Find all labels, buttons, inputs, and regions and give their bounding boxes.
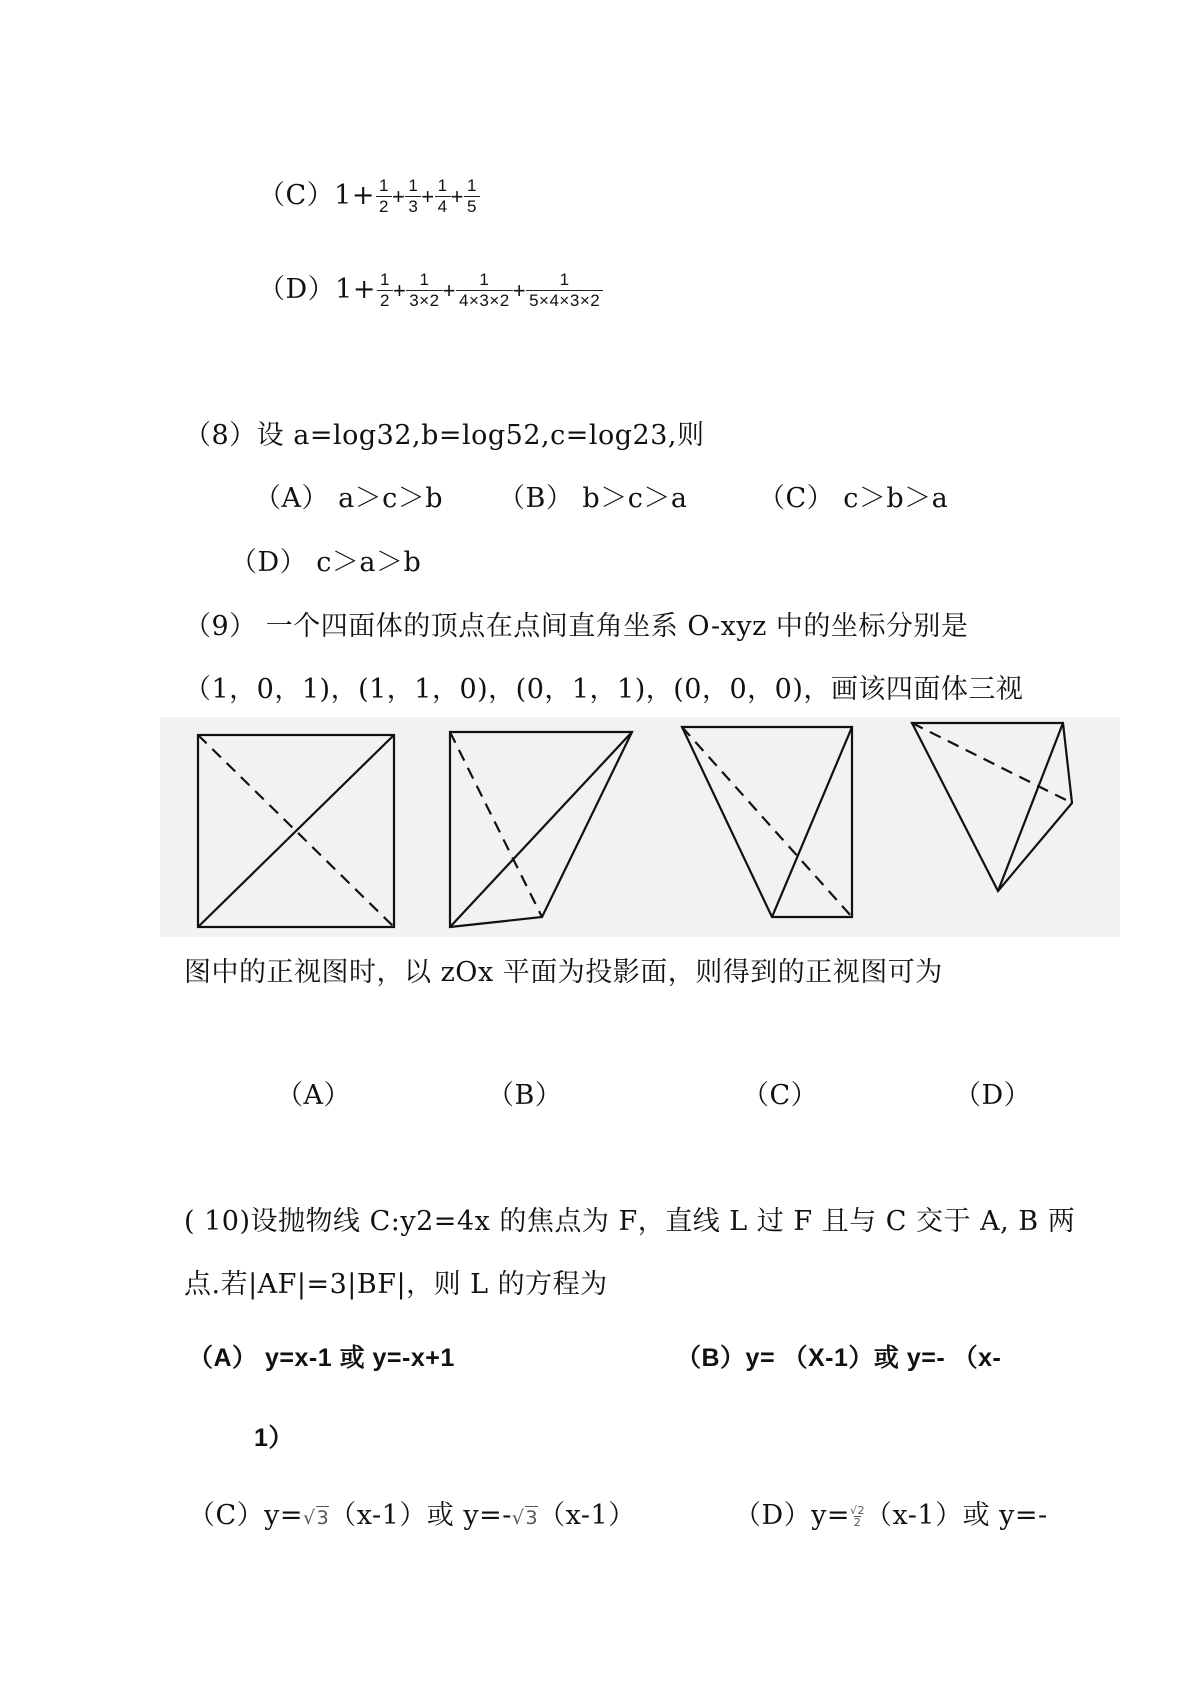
q9-line-2: （1，0，1)，(1，1，0)，(0，1，1)，(0，0，0)，画该四面体三视 <box>184 674 1024 705</box>
q10-line-1: ( 10)设抛物线 C:y2=4x 的焦点为 F，直线 L 过 F 且与 C 交于 A, B 两 <box>184 1206 1076 1237</box>
q9-label-c: （C） <box>742 1080 819 1111</box>
sqrt-2-radicand: 2 <box>857 1504 866 1517</box>
fraction-numerator: 1 <box>408 176 419 195</box>
q7-d-fraction-4 <box>526 270 603 311</box>
q8-option-d: （D） c＞a＞b <box>230 547 422 578</box>
fraction-numerator: 1 <box>466 176 477 195</box>
q9-label-a: （A） <box>276 1080 351 1111</box>
q10-option-a: （A） y=x-1 或 y=-x+1 <box>188 1344 455 1372</box>
q7-c-label: （C） <box>258 180 335 211</box>
fraction-denominator: 5×4×3×2 <box>526 290 603 311</box>
q7-c-plus-sign: + <box>391 183 406 209</box>
q9-label-b: （B） <box>487 1080 563 1111</box>
fraction-numerator: 1 <box>559 270 570 289</box>
q7-c-plus-sign: + <box>421 183 435 209</box>
q8-stem: （8）设 a=log32,b=log52,c=log23,则 <box>184 420 705 451</box>
q9-line-1: （9） 一个四面体的顶点在点间直角坐系 O-xyz 中的坐标分别是 <box>184 611 969 642</box>
q7-d-fraction-1 <box>377 270 393 311</box>
q8-option-b: （B） b＞c＞a <box>498 483 688 514</box>
q10-option-c <box>188 1493 636 1532</box>
fraction-denominator: 4 <box>435 196 451 217</box>
q7-c-lead: 1+ <box>334 180 375 211</box>
q10-c-prefix: （C）y= <box>188 1500 304 1531</box>
sqrt2-over-2-fraction <box>850 1505 865 1528</box>
q10-d-suffix: （x-1）或 y=- <box>865 1500 1048 1531</box>
sqrt-3-radicand: 3 <box>316 1507 330 1529</box>
fraction-denominator: 3×2 <box>406 290 442 311</box>
q10-option-b-continued: 1） <box>254 1424 294 1452</box>
q7-c-fraction-4 <box>464 176 480 217</box>
q7-d-lead: 1+ <box>335 274 376 305</box>
q7-d-label: （D） <box>258 274 336 305</box>
q10-option-b: （B）y= （X-1）或 y=- （x- <box>676 1344 1002 1372</box>
q10-d-prefix: （D）y= <box>734 1500 851 1531</box>
q9-label-d: （D） <box>954 1080 1032 1111</box>
sqrt-3-radicand-2: 3 <box>525 1507 539 1529</box>
q10-option-d <box>734 1493 1048 1532</box>
q9-view-diagrams <box>160 717 1120 937</box>
fraction-denominator: 4×3×2 <box>456 290 513 311</box>
q7-d-fraction-3 <box>456 270 513 311</box>
q10-c-suffix: （x-1） <box>538 1500 636 1531</box>
fraction-numerator: 1 <box>379 270 390 289</box>
fraction-numerator: 1 <box>419 270 430 289</box>
q7-d-terms <box>376 270 604 310</box>
q7-d-fraction-2 <box>406 270 442 311</box>
fraction-denominator: 2 <box>376 196 392 217</box>
q10-line-2: 点.若|AF|=3|BF|，则 L 的方程为 <box>184 1269 608 1300</box>
q7-c-fraction-1 <box>376 176 392 217</box>
fraction-denominator: 3 <box>405 196 421 217</box>
fraction-denominator: 2 <box>853 1516 862 1529</box>
fraction-numerator: √2 <box>850 1504 866 1517</box>
fraction-denominator: 2 <box>377 290 393 311</box>
figure-background <box>160 717 1120 937</box>
sqrt-3-symbol: √3 <box>303 1507 330 1529</box>
q7-c-terms <box>375 176 481 216</box>
q7-c-plus-sign: + <box>450 183 464 209</box>
fraction-numerator: 1 <box>378 176 389 195</box>
fraction-numerator: 1 <box>437 176 448 195</box>
q7-c-fraction-2 <box>405 176 421 217</box>
q7-d-plus-sign: + <box>512 277 527 303</box>
q8-option-c: （C） c＞b＞a <box>758 483 949 514</box>
q8-option-a: （A） a＞c＞b <box>254 483 444 514</box>
q7-option-d <box>258 267 604 311</box>
q7-d-plus-sign: + <box>392 277 407 303</box>
q7-d-plus-sign: + <box>442 277 456 303</box>
q7-c-fraction-3 <box>435 176 451 217</box>
q9-line-3: 图中的正视图时，以 zOx 平面为投影面，则得到的正视图可为 <box>184 957 943 988</box>
q10-c-middle: （x-1）或 y=- <box>329 1500 512 1531</box>
fraction-numerator: 1 <box>479 270 490 289</box>
fraction-denominator: 5 <box>464 196 480 217</box>
sqrt-3-symbol-2: √3 <box>511 1507 539 1529</box>
q7-option-c <box>258 173 481 217</box>
